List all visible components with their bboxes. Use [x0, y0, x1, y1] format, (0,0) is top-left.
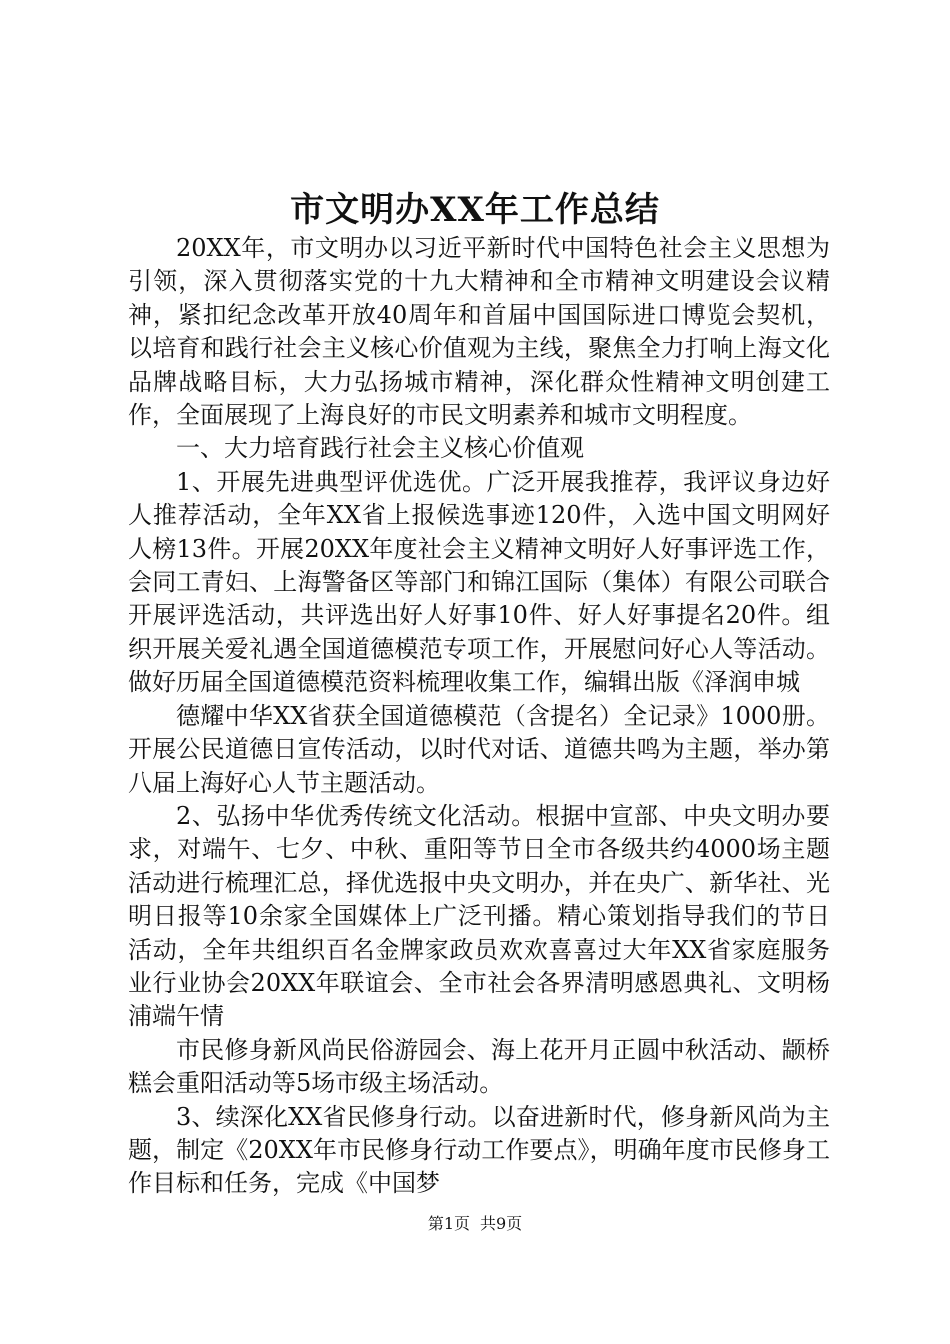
paragraph-item-2-continued: 市民修身新风尚民俗游园会、海上花开月正圆中秋活动、颛桥糕会重阳活动等5场市级主场活动。: [128, 1035, 830, 1098]
paragraph-item-1: 1、开展先进典型评优选优。广泛开展我推荐，我评议身边好人推荐活动，全年XX省上报候选事迹120件，入选中国文明网好人榜13件。开展20XX年度社会主义精神文明好人好事评选工作，会同工青妇、上海警备区等部门和锦江国际（集体）有限公司联合开展评选活动，共评选出好人好事10件、好人好事提名20件。组织开展关爱礼遇全国道德模范专项工作，开展慰问好心人等活动。做好历届全国道德模范资料梳理收集工作，编辑出版《泽润申城: [128, 467, 830, 697]
page-number-total: 共9页: [480, 1214, 523, 1233]
paragraph-item-2: 2、弘扬中华优秀传统文化活动。根据中宣部、中央文明办要求，对端午、七夕、中秋、重阳等节日全市各级共约4000场主题活动进行梳理汇总，择优选报中央文明办，并在央广、新华社、光明日报等10余家全国媒体上广泛刊播。精心策划指导我们的节日活动，全年共组织百名金牌家政员欢欢喜喜过大年XX省家庭服务业行业协会20XX年联谊会、全市社会各界清明感恩典礼、文明杨浦端午情: [128, 801, 830, 1031]
page-number-current: 第1页: [427, 1214, 470, 1233]
section-heading-1: 一、大力培育践行社会主义核心价值观: [176, 434, 584, 463]
page-footer: [0, 1213, 950, 1235]
paragraph-intro: 20XX年，市文明办以习近平新时代中国特色社会主义思想为引领，深入贯彻落实党的十九大精神和全市精神文明建设会议精神，紧扣纪念改革开放40周年和首届中国国际进口博览会契机，以培育和践行社会主义核心价值观为主线，聚焦全力打响上海文化品牌战略目标，大力弘扬城市精神，深化群众性精神文明创建工作，全面展现了上海良好的市民文明素养和城市文明程度。: [128, 234, 830, 430]
document-title: 市文明办XX年工作总结: [290, 190, 660, 230]
document-body: [128, 232, 830, 1201]
paragraph-item-1-continued: 德耀中华XX省获全国道德模范（含提名）全记录》1000册。开展公民道德日宣传活动，以时代对话、道德共鸣为主题，举办第八届上海好心人节主题活动。: [128, 701, 830, 797]
paragraph-item-3: 3、续深化XX省民修身行动。以奋进新时代，修身新风尚为主题，制定《20XX年市民修身行动工作要点》，明确年度市民修身工作目标和任务，完成《中国梦: [128, 1102, 830, 1198]
